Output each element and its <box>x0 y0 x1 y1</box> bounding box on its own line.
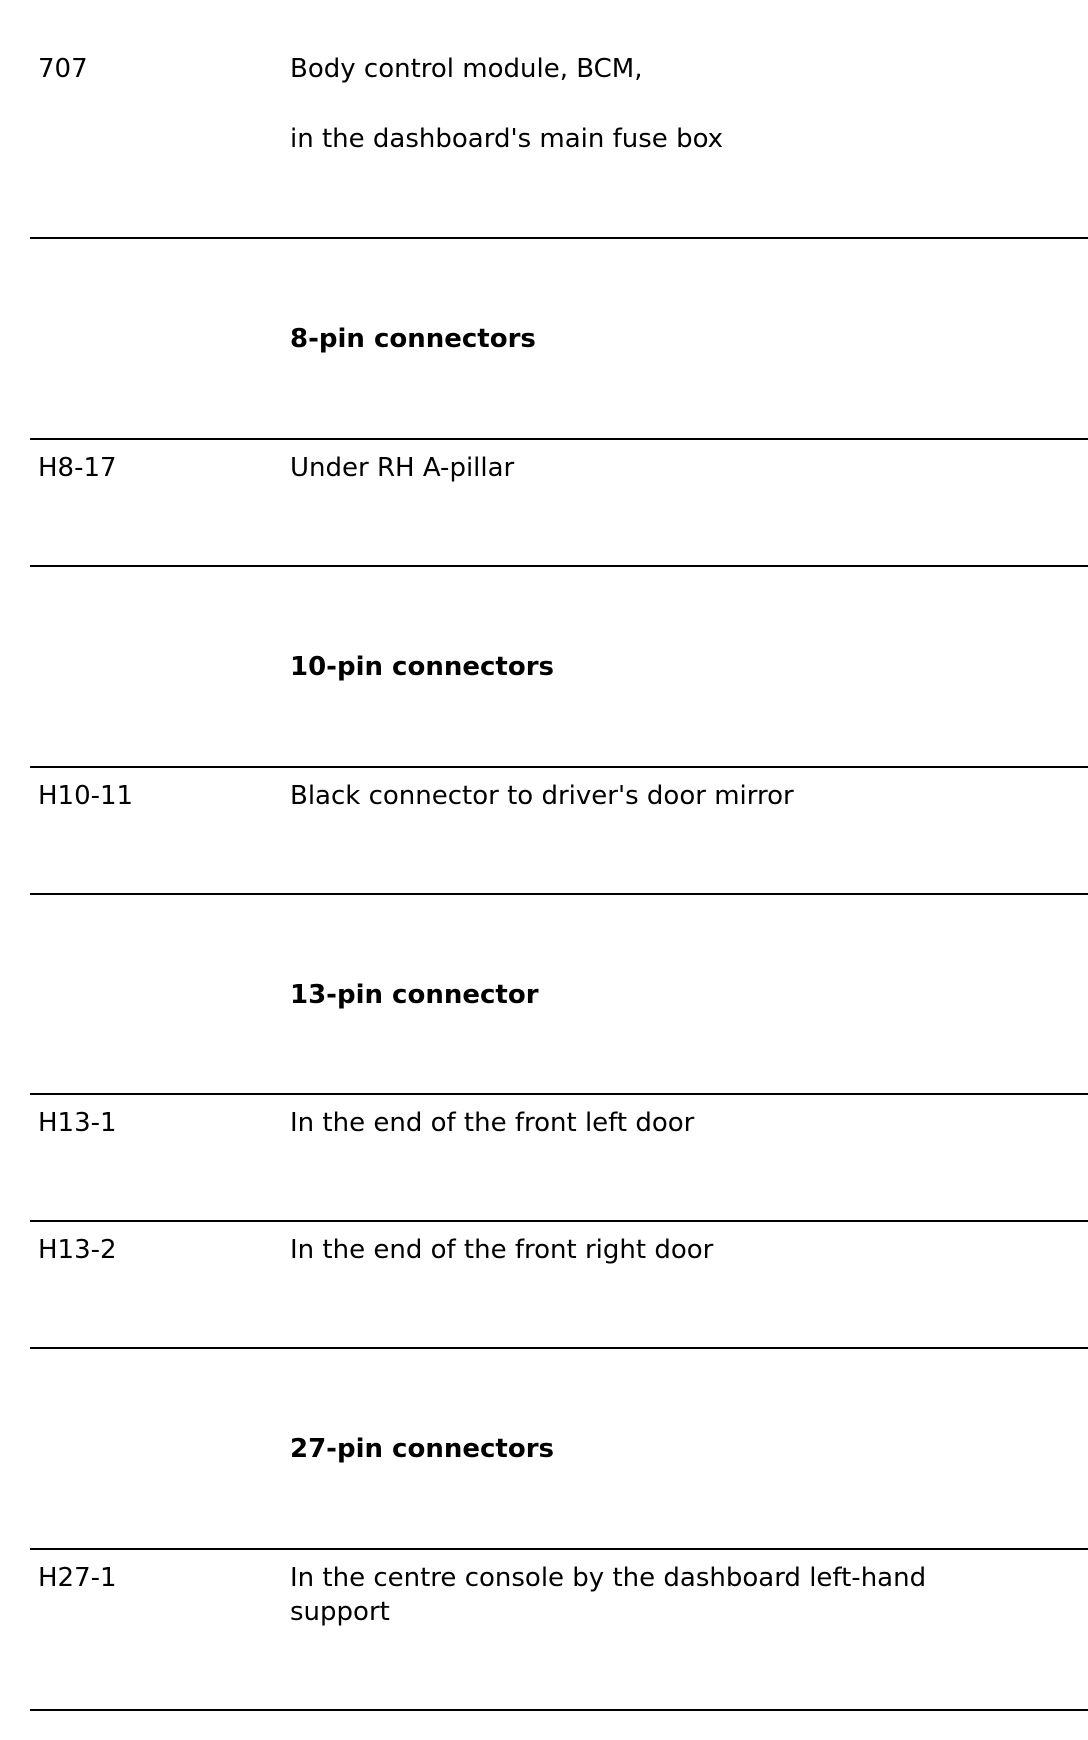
row-divider <box>30 1220 1088 1222</box>
entry-code-h8-17: H8-17 <box>38 453 117 483</box>
entry-description-h13-1: In the end of the front left door <box>290 1108 695 1138</box>
section-heading-8-pin: 8-pin connectors <box>290 324 536 354</box>
entry-description-707-line1: Body control module, BCM, <box>290 54 643 84</box>
entry-description-h10-11: Black connector to driver's door mirror <box>290 781 794 811</box>
entry-description-h13-2: In the end of the front right door <box>290 1235 714 1265</box>
entry-code-h13-2: H13-2 <box>38 1235 117 1265</box>
row-divider <box>30 237 1088 239</box>
row-divider <box>30 1548 1088 1550</box>
entry-code-h13-1: H13-1 <box>38 1108 117 1138</box>
row-divider <box>30 1347 1088 1349</box>
entry-code-h27-1: H27-1 <box>38 1563 117 1593</box>
row-divider <box>30 1709 1088 1711</box>
entry-description-h8-17: Under RH A-pillar <box>290 453 515 483</box>
section-heading-13-pin: 13-pin connector <box>290 980 539 1010</box>
row-divider <box>30 766 1088 768</box>
entry-code-h10-11: H10-11 <box>38 781 134 811</box>
row-divider <box>30 565 1088 567</box>
row-divider <box>30 438 1088 440</box>
section-heading-10-pin: 10-pin connectors <box>290 652 554 682</box>
row-divider <box>30 893 1088 895</box>
section-heading-27-pin: 27-pin connectors <box>290 1434 554 1464</box>
entry-description-707-line2: in the dashboard's main fuse box <box>290 124 724 154</box>
entry-description-h27-1: In the centre console by the dashboard left-hand support <box>290 1563 927 1627</box>
row-divider <box>30 1093 1088 1095</box>
entry-code-707: 707 <box>38 54 88 84</box>
